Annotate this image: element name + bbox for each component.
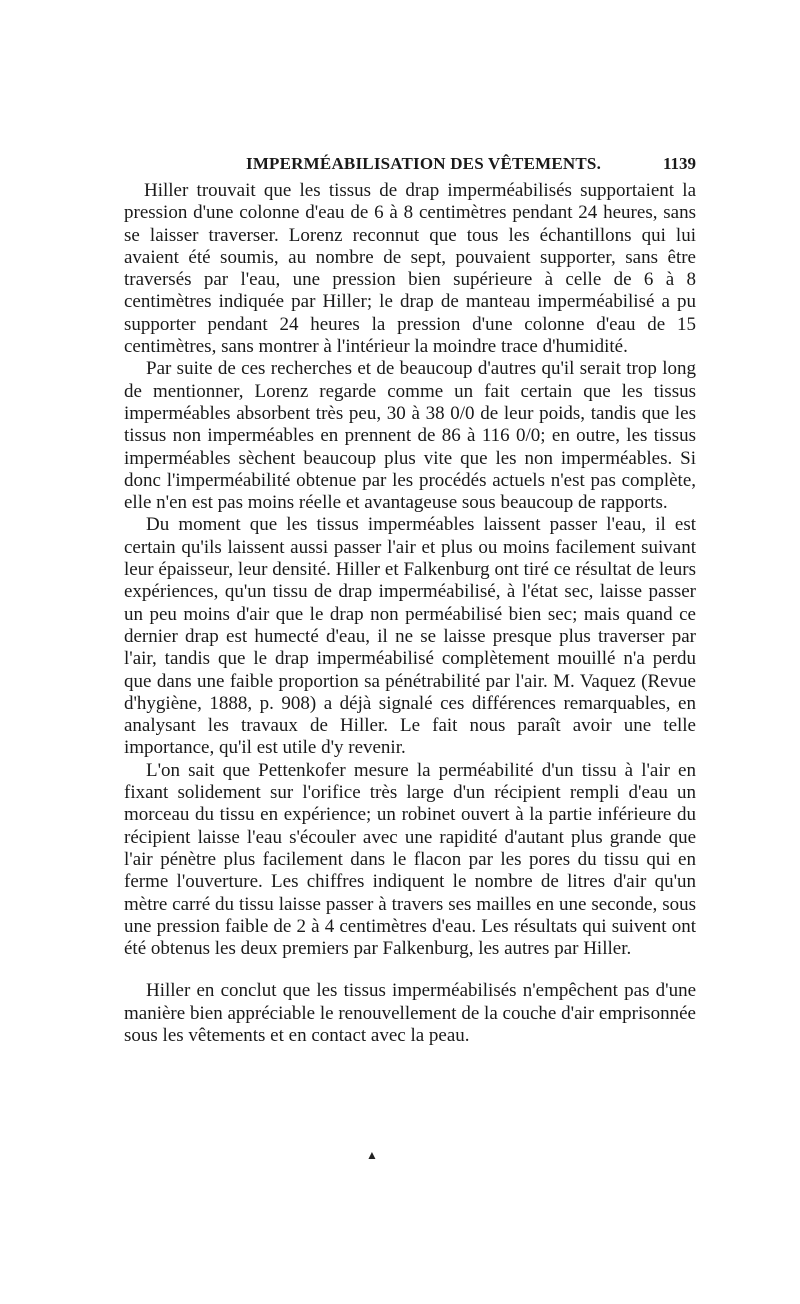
page — [124, 150, 696, 1047]
paragraph-2: Par suite de ces recherches et de beaucoup d'autres qu'il serait trop long de mentionner, Lorenz regarde comme un fait certain que les tissus imperméables absorbent très peu, 30 à 38 0/0 de leur poids, tandis que les tissus non imperméables en prennent de 86 à 116 0/0; en outre, les tissus imperméables sèchent beaucoup plus vite que les non imperméables. Si donc l'imperméabilité obtenue par les procédés actuels n'est pas complète, elle n'en est pas moins réelle et avantageuse sous beaucoup de rapports. — [124, 358, 696, 514]
printer-mark: ▲ — [366, 1148, 378, 1162]
paragraph-3: Du moment que les tissus imperméables laissent passer l'eau, il est certain qu'ils laissent aussi passer l'air et plus ou moins facilement suivant leur épaisseur, leur densité. Hiller et Falkenburg ont tiré ce résultat de leurs expériences, qu'un tissu de drap imperméabilisé, à l'état sec, laisse passer un peu moins d'air que le drap non perméabilisé bien sec; mais quand ce dernier drap est humecté d'eau, il ne se laisse presque plus traverser par l'air, tandis que le drap imperméabilisé complètement mouillé n'a perdu que dans une faible proportion sa pénétrabilité par l'air. M. Vaquez (Revue d'hygiène, 1888, p. 908) a déjà signalé ces différences remarquables, en analysant les travaux de Hiller. Le fait nous paraît avoir une telle importance, qu'il est utile d'y revenir. — [124, 514, 696, 759]
paragraph-1: Hiller trouvait que les tissus de drap imperméabilisés supportaient la pression d'une colonne d'eau de 6 à 8 centimètres pendant 24 heures, sans se laisser traverser. Lorenz reconnut que tous les échantillons qui lui avaient été soumis, au nombre de sept, pouvaient supporter, sans être traversés par l'eau, une pression bien supérieure à celle de 6 à 8 centimètres indiquée par Hiller; le drap de manteau imperméabilisé a pu supporter pendant 24 heures la pression d'une colonne d'eau de 15 centimètres, sans montrer à l'intérieur la moindre trace d'humidité. — [124, 180, 696, 358]
page-number: 1139 — [662, 154, 696, 173]
paragraph-5: Hiller en conclut que les tissus imperméabilisés n'empêchent pas d'une manière bien appréciable le renouvellement de la couche d'air emprisonnée sous les vêtements et en contact avec la peau. — [124, 980, 696, 1046]
paragraph-4: L'on sait que Pettenkofer mesure la perméabilité d'un tissu à l'air en fixant solidement sur l'orifice très large d'un récipient rempli d'eau un morceau du tissu en expérience; un robinet ouvert à la partie inférieure du récipient laisse l'eau s'écouler avec une rapidité d'autant plus grande que l'air pénètre plus facilement dans le flacon par les pores du tissu qui en ferme l'ouverture. Les chiffres indiquent le nombre de litres d'air qu'un mètre carré du tissu laisse passer à travers ses mailles en une seconde, sous une pression faible de 2 à 4 centimètres d'eau. Les résultats qui suivent ont été obtenus les deux premiers par Falkenburg, les autres par Hiller. — [124, 759, 696, 960]
running-head — [124, 150, 696, 180]
running-title: IMPERMÉABILISATION DES VÊTEMENTS. — [246, 154, 602, 173]
body-text — [124, 180, 696, 1047]
